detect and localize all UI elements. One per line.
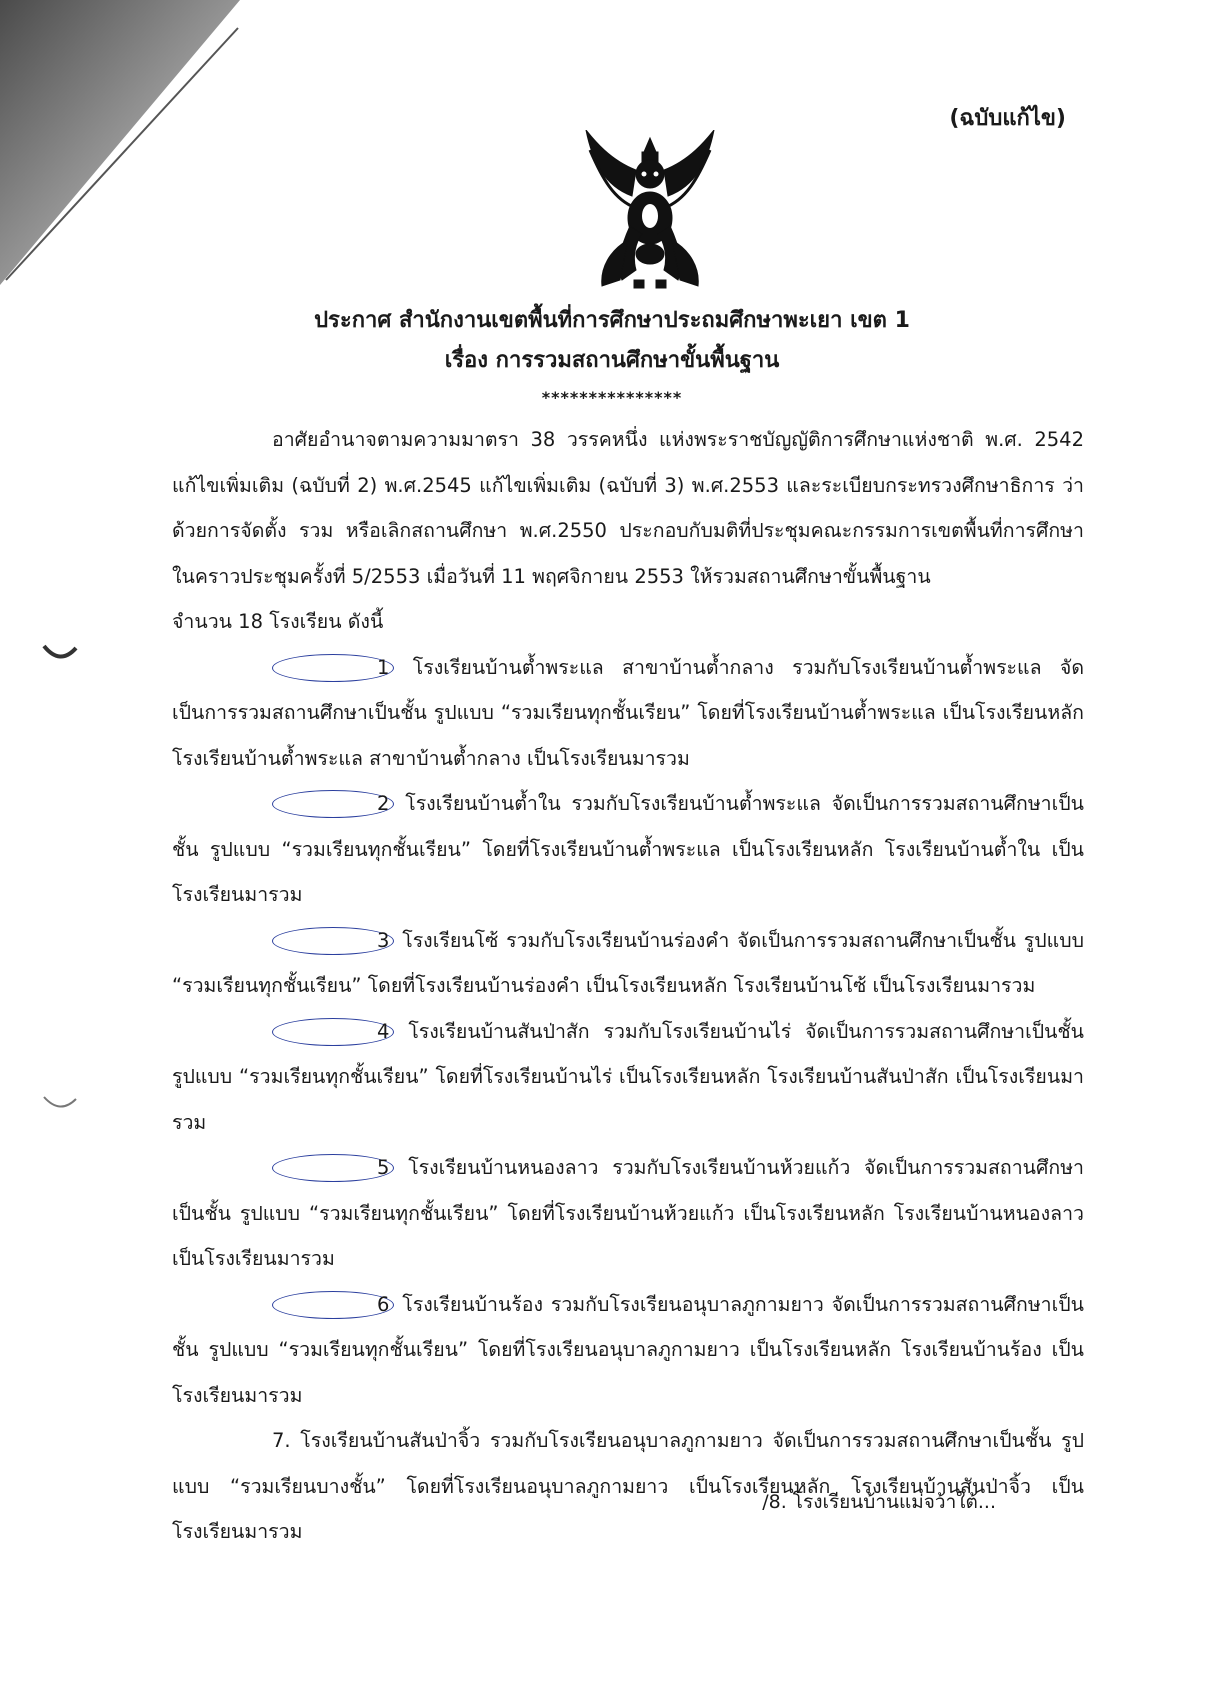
item-text: โรงเรียนบ้านสันป่าสัก รวมกับโรงเรียนบ้านไร่ จัดเป็นการรวมสถานศึกษาเป็นชั้น รูปแบบ “รวมเรียนทุกชั้นเรียน” โดยที่โรงเรียนบ้านไร่ เป็นโรงเรียนหลัก โรงเรียนบ้านสันป่าสัก เป็นโรงเรียนมารวม [172,1019,1085,1134]
item-number: 2 [272,790,394,818]
item-number: 1 [272,654,394,682]
item-text: โรงเรียนบ้านหนองลาว รวมกับโรงเรียนบ้านห้วยแก้ว จัดเป็นการรวมสถานศึกษาเป็นชั้น รูปแบบ “รวมเรียนทุกชั้นเรียน” โดยที่โรงเรียนบ้านห้วยแก้ว เป็นโรงเรียนหลัก โรงเรียนบ้านหนองลาว เป็นโรงเรียนมารวม [172,1156,1085,1270]
garuda-emblem-icon [580,130,720,290]
continuation-reference: /8. โรงเรียนบ้านแม่จว้าใต้... [762,1491,996,1513]
intro-count: จำนวน 18 โรงเรียน ดังนี้ [172,610,384,633]
announcement-title: ประกาศ สำนักงานเขตพื้นที่การศึกษาประถมศึกษาพะเยา เขต 1 [314,308,910,333]
announcement-subject: เรื่อง การรวมสถานศึกษาขั้นพื้นฐาน [444,348,780,373]
item-number: 5 [272,1154,394,1182]
punch-hole-mark [40,632,80,672]
list-item [172,1282,1084,1419]
item-text: โรงเรียนบ้านสันป่าจิ้ว รวมกับโรงเรียนอนุบาลภูกามยาว จัดเป็นการรวมสถานศึกษาเป็นชั้น รูปแบบ “รวมเรียนบางชั้น” โดยที่โรงเรียนอนุบาลภูกามยาว เป็นโรงเรียนหลัก โรงเรียนบ้านสันป่าจิ้ว เป็นโรงเรียนมารวม [172,1429,1084,1543]
item-text: โรงเรียนบ้านต้ำพระแล สาขาบ้านต้ำกลาง รวมกับโรงเรียนบ้านต้ำพระแล จัดเป็นการรวมสถานศึกษาเป็นชั้น รูปแบบ “รวมเรียนทุกชั้นเรียน” โดยที่โรงเรียนบ้านต้ำพระแล เป็นโรงเรียนหลัก โรงเรียนบ้านต้ำพระแล สาขาบ้านต้ำกลาง เป็นโรงเรียนมารวม [172,655,1084,770]
page-corner-shadow [0,0,260,300]
punch-hole-mark [40,1085,80,1125]
revision-label: (ฉบับแก้ไข) [949,106,1066,131]
list-item [172,1009,1084,1146]
item-text: โรงเรียนโซ้ รวมกับโรงเรียนบ้านร่องคำ จัดเป็นการรวมสถานศึกษาเป็นชั้น รูปแบบ “รวมเรียนทุกชั้นเรียน” โดยที่โรงเรียนบ้านร่องคำ เป็นโรงเรียนหลัก โรงเรียนบ้านโซ้ เป็นโรงเรียนมารวม [172,928,1084,997]
item-text: โรงเรียนบ้านต้ำใน รวมกับโรงเรียนบ้านต้ำพระแล จัดเป็นการรวมสถานศึกษาเป็นชั้น รูปแบบ “รวมเรียนทุกชั้นเรียน” โดยที่โรงเรียนบ้านต้ำพระแล เป็นโรงเรียนหลัก โรงเรียนบ้านต้ำใน เป็นโรงเรียนมารวม [172,792,1085,906]
list-item [172,1145,1084,1282]
announcement-body [172,417,1084,1555]
list-item [172,918,1084,1009]
item-number: 3 [272,927,394,955]
list-item [172,781,1084,918]
intro-paragraph: อาศัยอำนาจตามความมาตรา 38 วรรคหนึ่ง แห่งพระราชบัญญัติการศึกษาแห่งชาติ พ.ศ. 2542 แก้ไขเพิ่มเติม (ฉบับที่ 2) พ.ศ.2545 แก้ไขเพิ่มเติม (ฉบับที่ 3) พ.ศ.2553 และระเบียบกระทรวงศึกษาธิการ ว่าด้วยการจัดตั้ง รวม หรือเลิกสถานศึกษา พ.ศ.2550 ประกอบกับมติที่ประชุมคณะกรรมการเขตพื้นที่การศึกษา ในคราวประชุมครั้งที่ 5/2553 เมื่อวันที่ 11 พฤศจิกายน 2553 ให้รวมสถานศึกษาขั้นพื้นฐาน [172,428,1084,588]
item-number: 4 [272,1018,394,1046]
item-number: 6 [272,1291,394,1319]
item-number: 7. [272,1429,291,1452]
list-item [172,645,1084,782]
title-separator: *************** [541,388,683,407]
item-text: โรงเรียนบ้านร้อง รวมกับโรงเรียนอนุบาลภูกามยาว จัดเป็นการรวมสถานศึกษาเป็นชั้น รูปแบบ “รวมเรียนทุกชั้นเรียน” โดยที่โรงเรียนอนุบาลภูกามยาว เป็นโรงเรียนหลัก โรงเรียนบ้านร้อง เป็นโรงเรียนมารวม [172,1292,1084,1407]
